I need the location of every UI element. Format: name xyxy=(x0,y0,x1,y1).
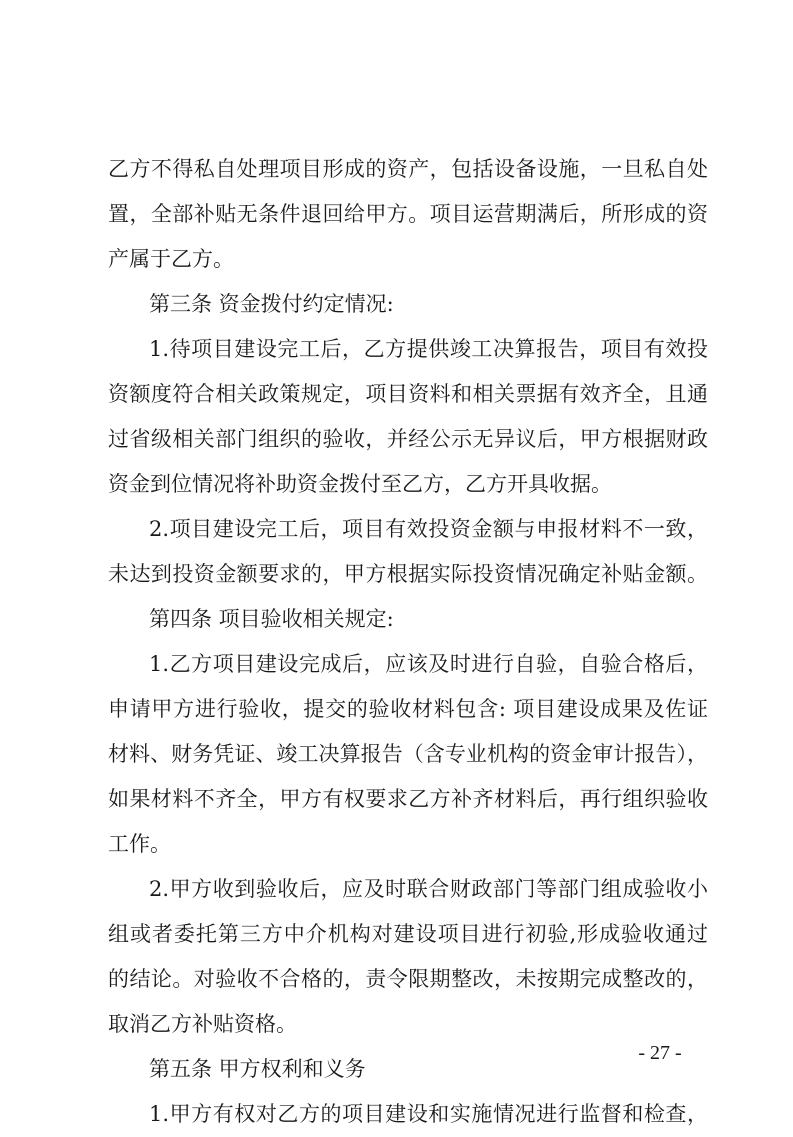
text-line: 组或者委托第三方中介机构对建设项目进行初验,形成验收通过 xyxy=(108,922,708,946)
text-line: 材料、财务凭证、竣工决算报告（含专业机构的资金审计报告）， xyxy=(108,742,708,766)
section-heading: 第三条 资金拨付约定情况: xyxy=(149,292,394,316)
text-line: 置，全部补贴无条件退回给甲方。项目运营期满后，所形成的资 xyxy=(108,202,708,226)
text-line: 申请甲方进行验收，提交的验收材料包含: 项目建设成果及佐证 xyxy=(108,697,708,721)
section-heading: 第四条 项目验收相关规定: xyxy=(149,607,394,631)
page-number: - 27 - xyxy=(638,1042,682,1064)
text-line: 过省级相关部门组织的验收，并经公示无异议后，甲方根据财政 xyxy=(108,427,708,451)
text-line: 1.待项目建设完工后，乙方提供竣工决算报告，项目有效投 xyxy=(149,337,708,361)
text-line: 2.项目建设完工后，项目有效投资金额与申报材料不一致， xyxy=(149,517,708,541)
text-line: 取消乙方补贴资格。 xyxy=(108,1012,297,1036)
text-line: 资金到位情况将补助资金拨付至乙方，乙方开具收据。 xyxy=(108,472,612,496)
text-line: 产属于乙方。 xyxy=(108,247,234,271)
text-line: 未达到投资金额要求的，甲方根据实际投资情况确定补贴金额。 xyxy=(108,562,708,586)
text-line: 如果材料不齐全，甲方有权要求乙方补齐材料后，再行组织验收 xyxy=(108,787,708,811)
text-line: 工作。 xyxy=(108,832,171,856)
text-line: 的结论。对验收不合格的，责令限期整改，未按期完成整改的， xyxy=(108,967,708,991)
text-line: 2.甲方收到验收后，应及时联合财政部门等部门组成验收小 xyxy=(149,877,708,901)
text-line: 1.乙方项目建设完成后，应该及时进行自验，自验合格后， xyxy=(149,652,708,676)
text-line: 1.甲方有权对乙方的项目建设和实施情况进行监督和检查， xyxy=(149,1102,708,1126)
text-line: 资额度符合相关政策规定，项目资料和相关票据有效齐全，且通 xyxy=(108,382,708,406)
document-body xyxy=(108,147,708,1137)
text-line: 乙方不得私自处理项目形成的资产，包括设备设施，一旦私自处 xyxy=(108,157,708,181)
section-heading: 第五条 甲方权利和义务 xyxy=(149,1057,366,1081)
